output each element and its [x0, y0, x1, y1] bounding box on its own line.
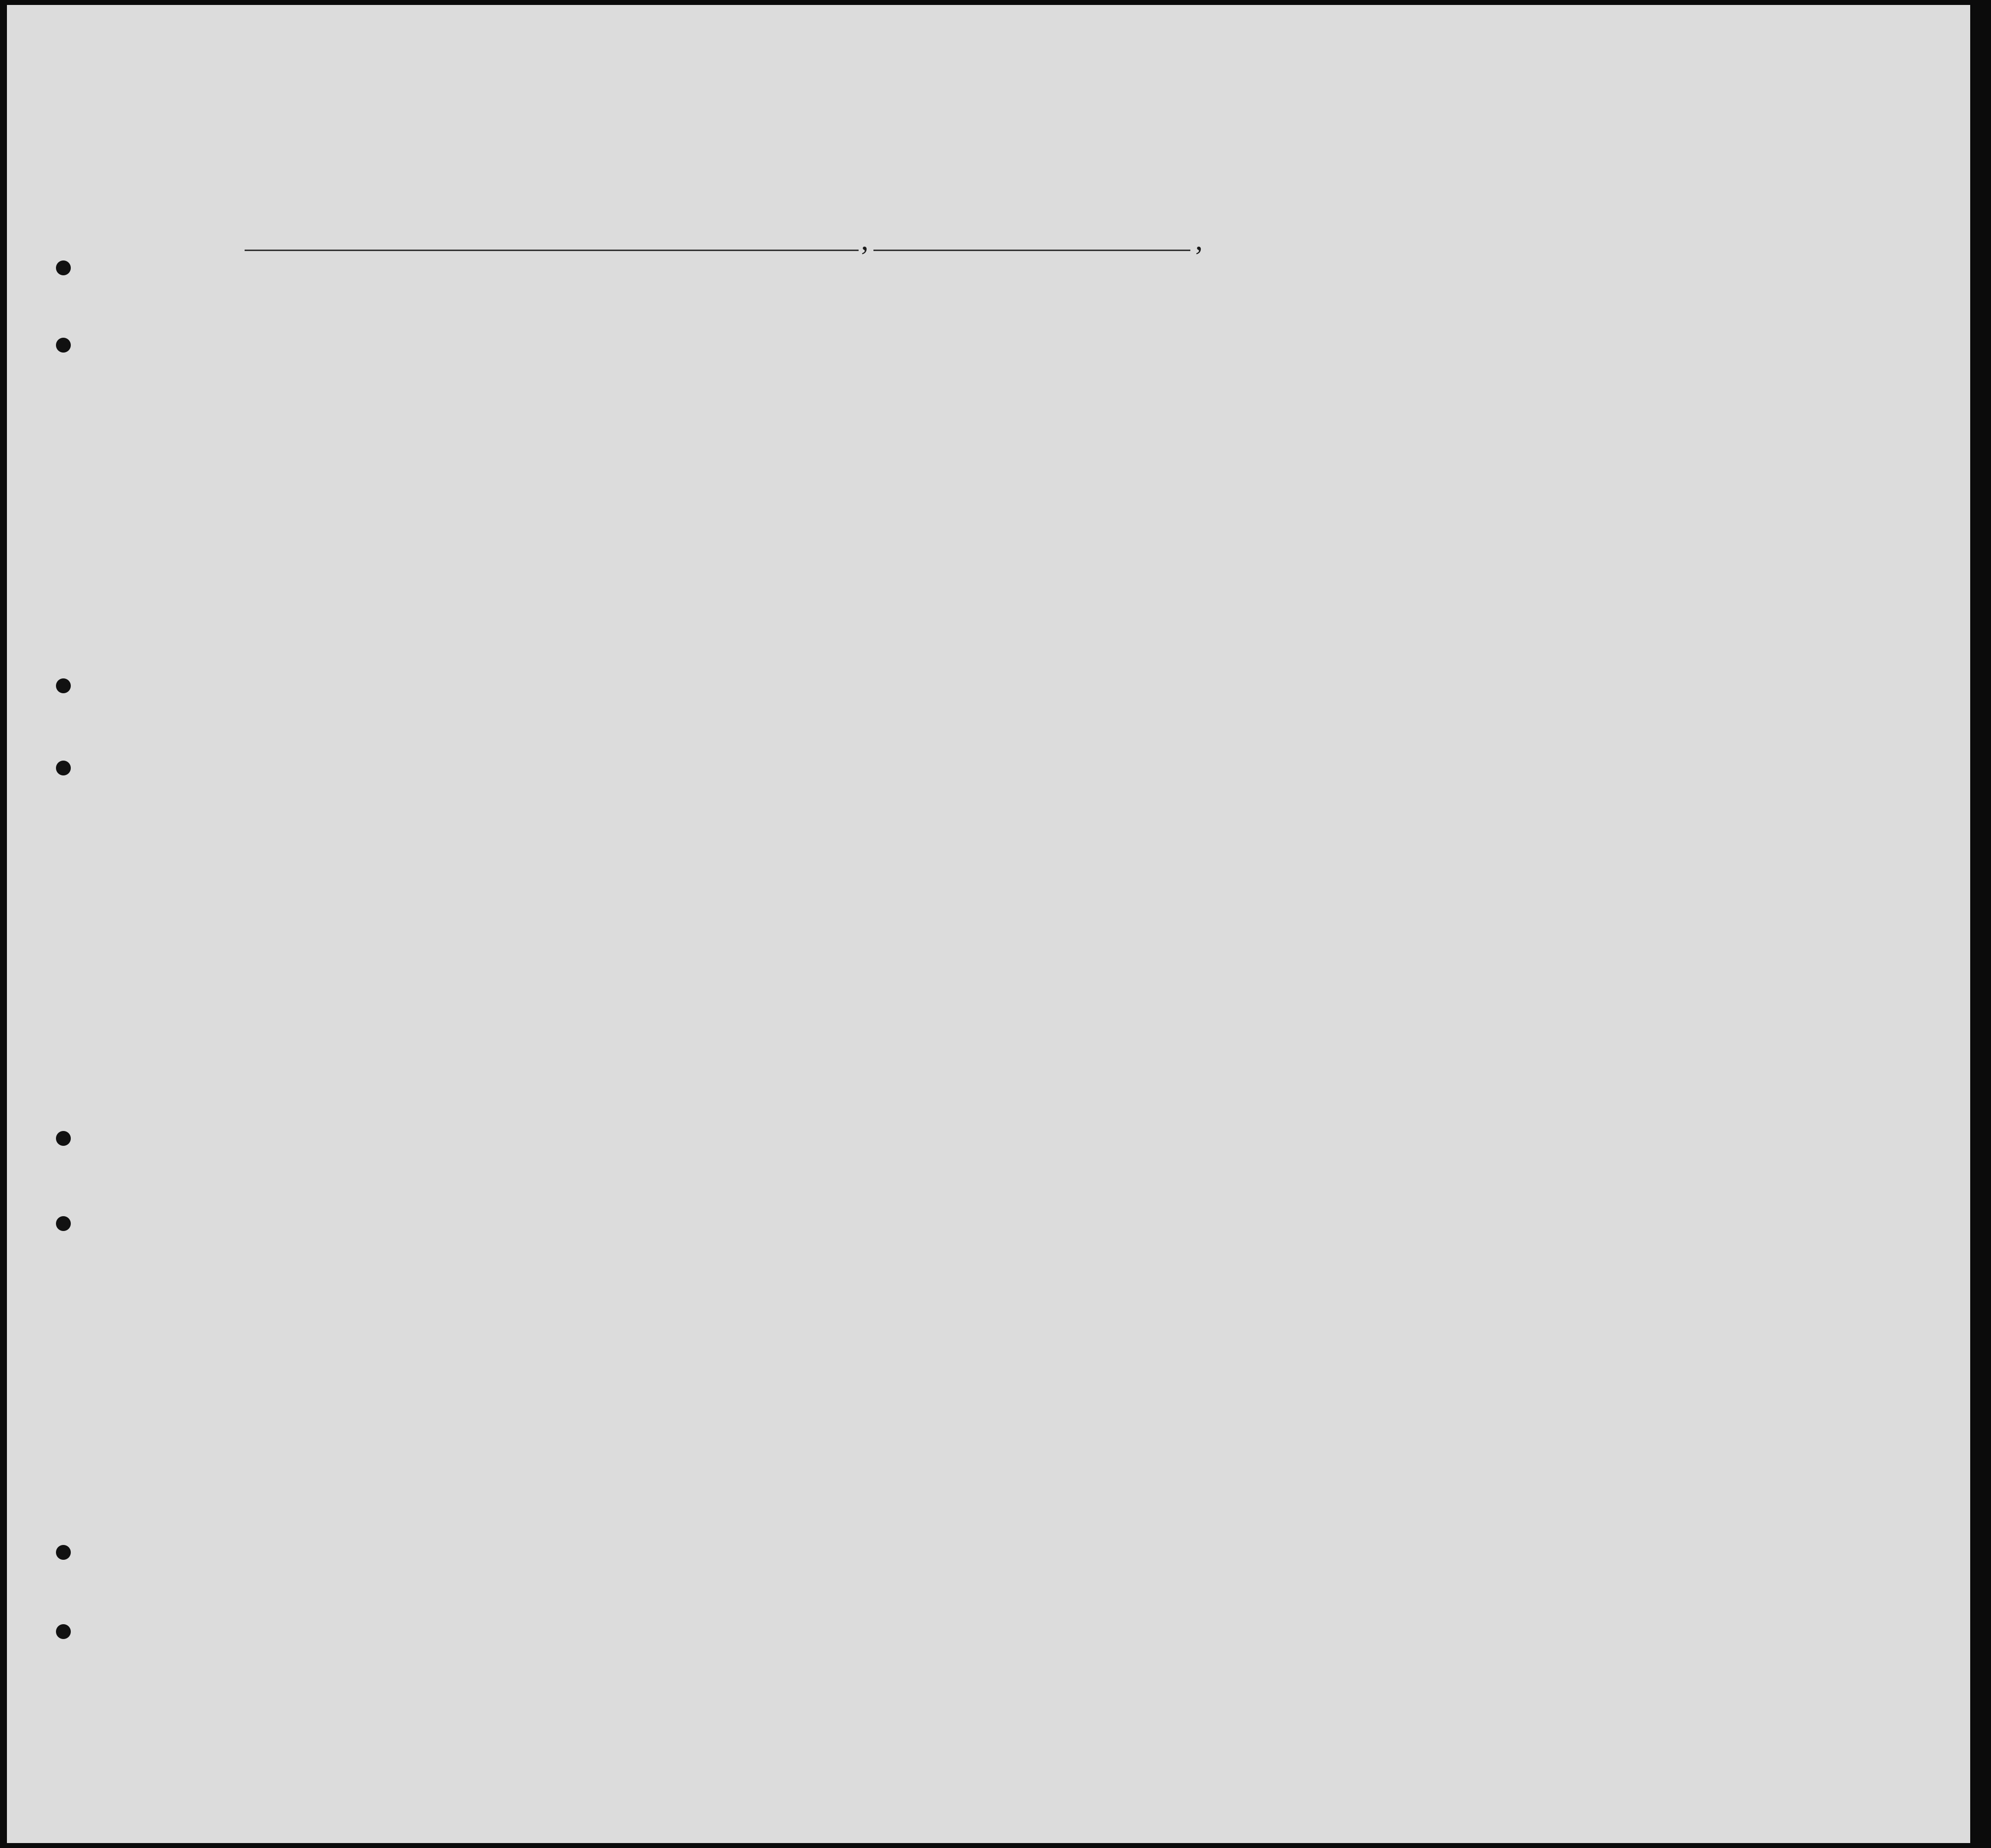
binder-hole [56, 1216, 71, 1231]
binder-hole [56, 338, 71, 353]
comma-mark: , [1195, 223, 1203, 256]
binder-hole [56, 678, 71, 693]
table-grid [7, 5, 1970, 1843]
manifest-sheet [7, 5, 1970, 1843]
binder-hole [56, 1624, 71, 1639]
comma-mark: , [861, 223, 868, 256]
binder-hole [56, 1545, 71, 1560]
binder-hole [56, 260, 71, 275]
binder-hole [56, 761, 71, 775]
binder-hole [56, 1131, 71, 1146]
